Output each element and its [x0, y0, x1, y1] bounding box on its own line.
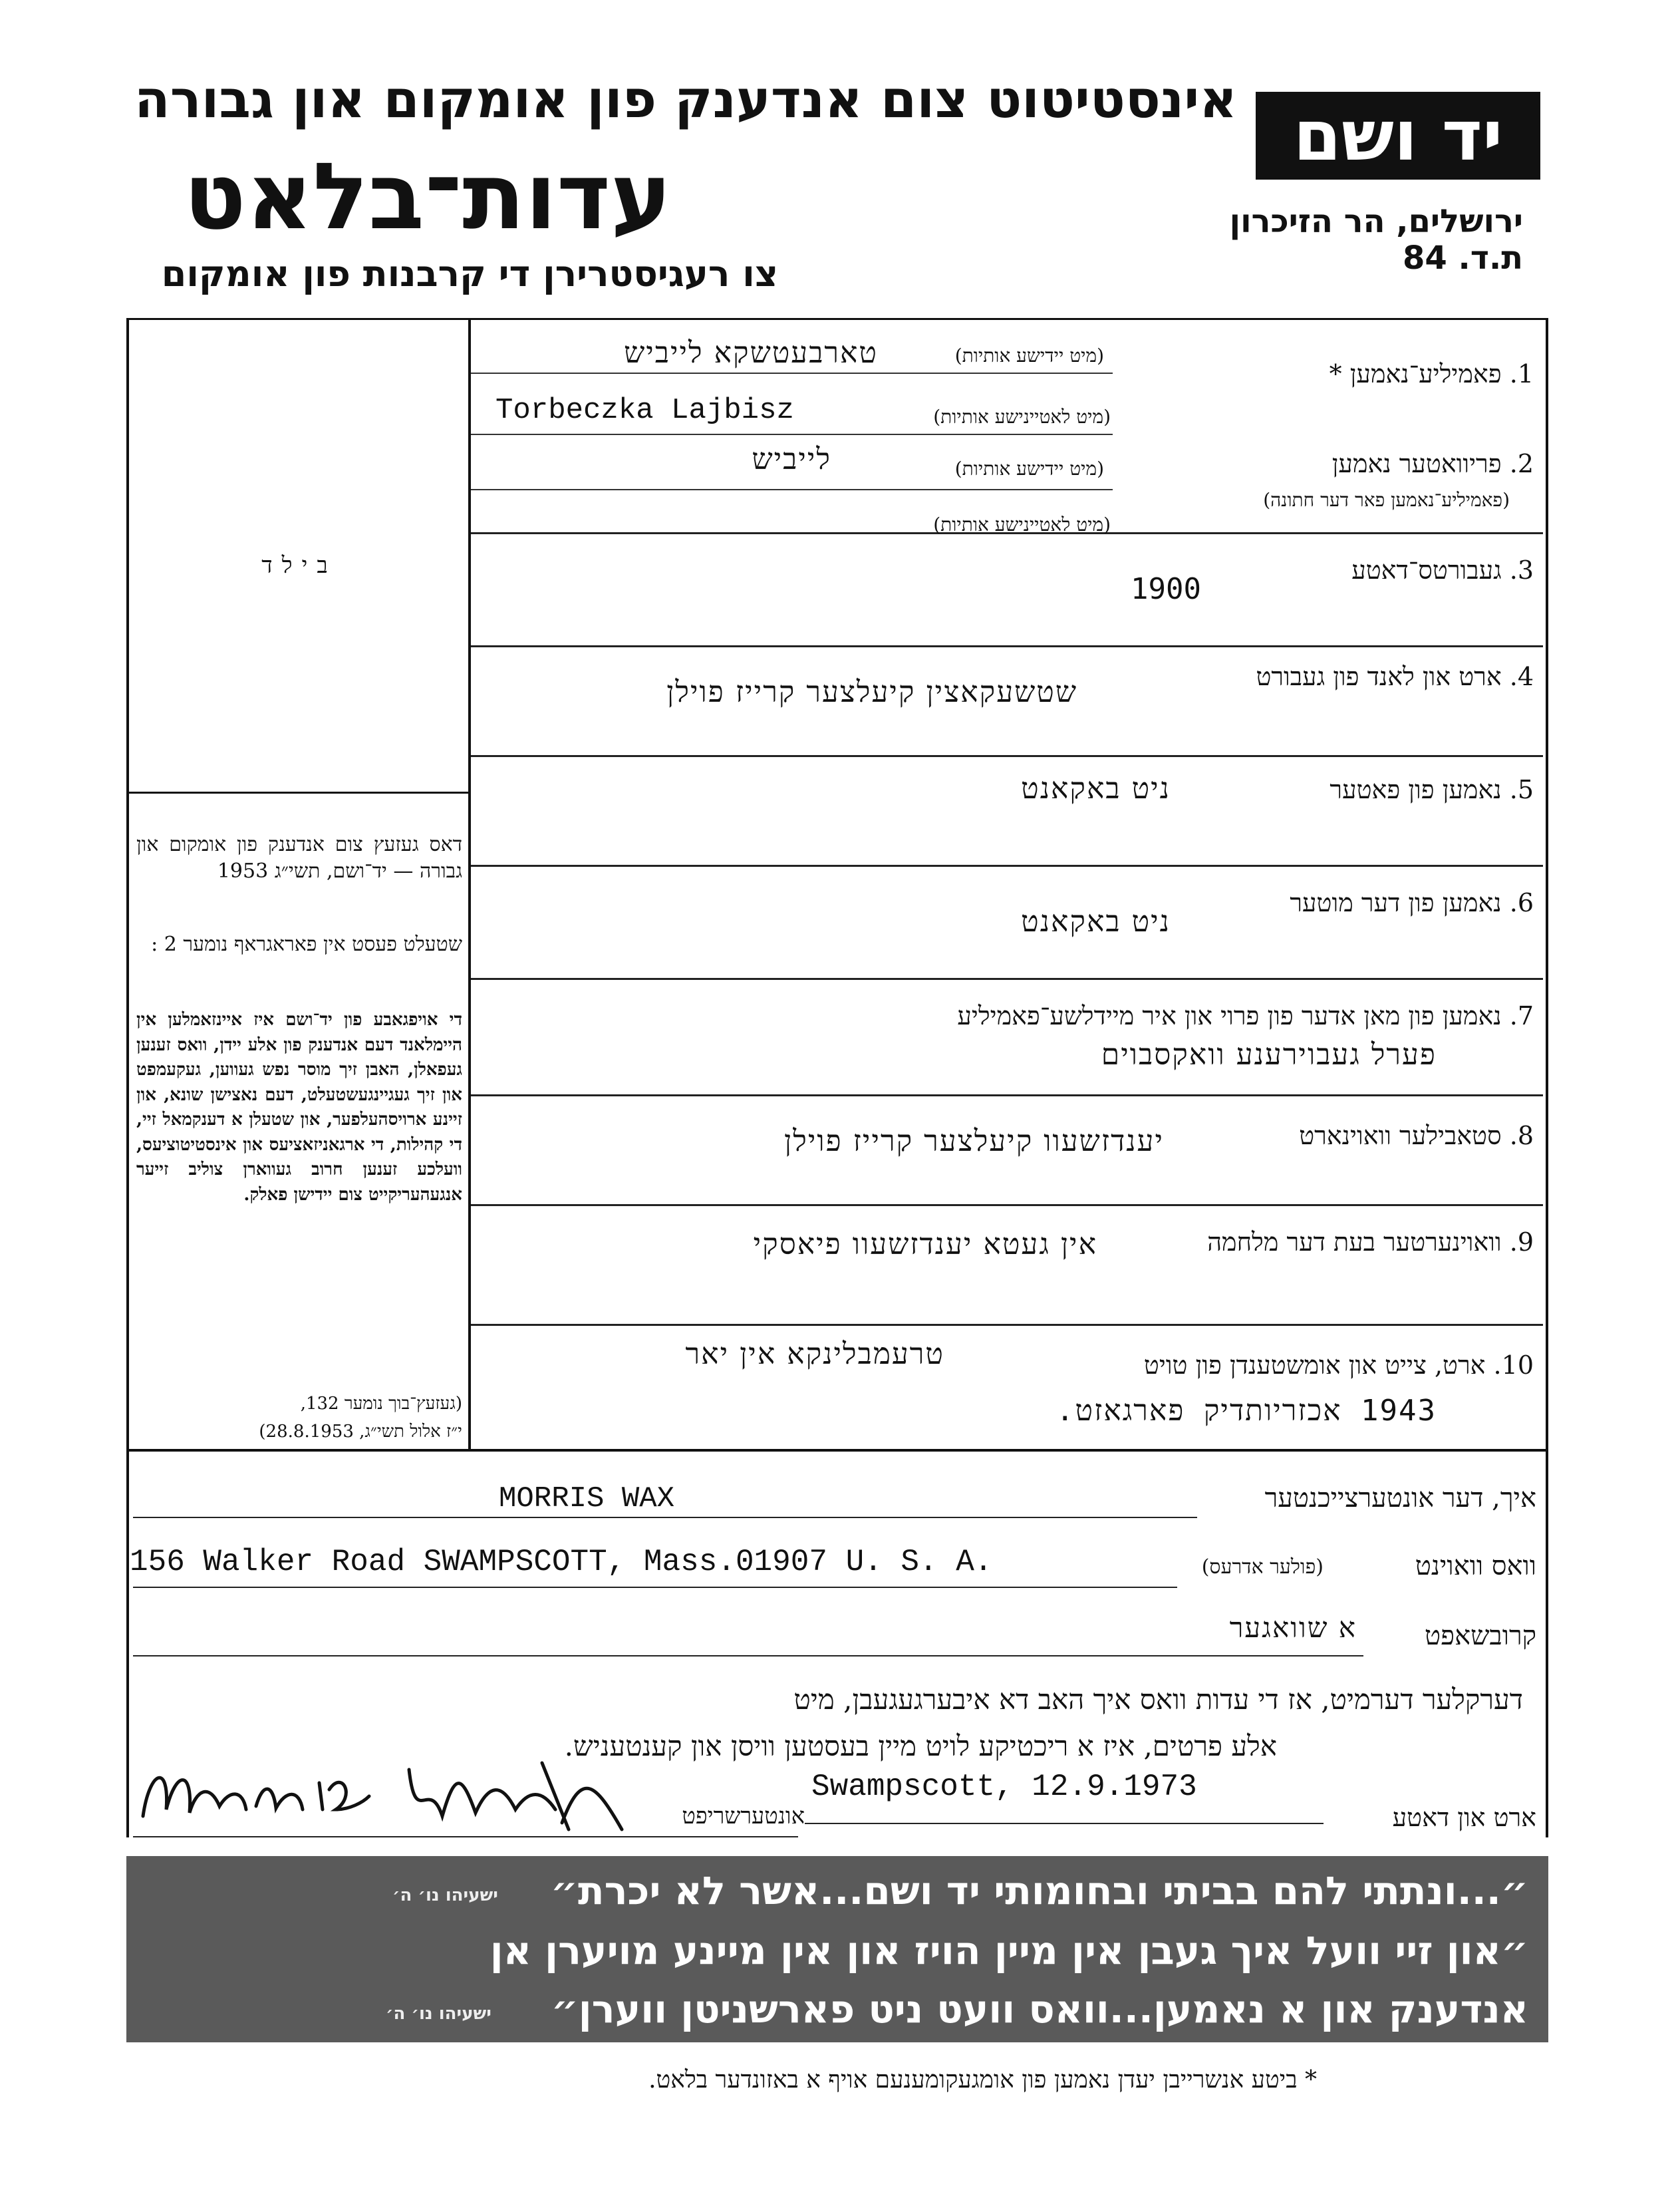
field-1-value-yiddish[interactable]: טארבעטשקא לייביש	[624, 336, 878, 370]
photo-divider	[129, 792, 468, 794]
relation-label: קרובשאפט	[1424, 1621, 1536, 1651]
law-paragraph-ref: שטעלט פעסט אין פאראגראף נומער 2 :	[151, 933, 462, 956]
row-divider	[471, 645, 1543, 647]
field-2-sublabel: (פאמיליע־נאמען פאר דער חתונה)	[1263, 489, 1510, 511]
field-1-hint-latin: (מיט לאטיינישע אותיות)	[933, 406, 1111, 428]
banner-ref-2: ישעיהו נו׳ ה׳	[386, 2004, 491, 2024]
law-text: די אויפגאבע פון יד־ושם איז איינזאמלען אין היימלאנד דעם אנדענק פון אלע יידן, וואס זענען געפאלן, האבן זיך מוסר נפש געווען, געקעמפט און זיך געגיינגעשטעלט, דעם נאצישן שונא, און זיינע ארויסהעלפער, און שטעלן א דענקמאל זיי, די קהילות, די ארגאניזאציעס און אינסטיטוציעס, וועלכע זענען חרוב געווארן צוליב זייער אנגעהעריקייט צום יידישן פאלק.	[136, 1010, 462, 1205]
page-subtitle: צו רעגיסטרירן די קרבנות פון אומקום	[161, 253, 778, 295]
field-5-value[interactable]: ניט באקאנט	[1021, 772, 1171, 806]
banner-quote-yiddish-2: אנדענק און א נאמען...וואס וועט ניט פארשניטן ווערן״	[551, 1986, 1528, 2032]
field-underline	[471, 434, 1113, 435]
field-4-label: 4. ארט און לאנד פון געבורט	[1256, 662, 1534, 691]
yad-vashem-logo: יד ושם	[1256, 92, 1540, 180]
field-3-label: 3. געבורטס־דאטע	[1351, 555, 1534, 585]
field-10-label: 10. ארט, צייט און אומשטענדן פון טויט	[1143, 1350, 1534, 1380]
field-10-value-line2[interactable]: 1943 אכזריותדיק פארגאזט.	[1056, 1394, 1437, 1428]
field-2-hint-yiddish: (מיט יידישע אותיות)	[954, 458, 1104, 480]
field-1-hint-yiddish: (מיט יידישע אותיות)	[954, 345, 1104, 367]
institute-title: אינסטיטוט צום אנדענק פון אומקום און גבורה	[134, 70, 1237, 130]
quote-banner	[126, 1856, 1548, 2042]
place-date-label: ארט און דאטע	[1392, 1803, 1536, 1832]
photo-placeholder-label: בילד	[261, 552, 337, 579]
field-6-label: 6. נאמען פון דער מוטער	[1290, 888, 1534, 917]
field-1-label: 1. פאמיליע־נאמען *	[1329, 359, 1534, 389]
field-7-value[interactable]: פערל געבוירענע וואקסבוים	[1101, 1038, 1437, 1072]
field-2-hint-latin: (מיט לאטיינישע אותיות)	[933, 514, 1111, 536]
field-7-label: 7. נאמען פון מאן אדער פון פרוי און איר מיידלשע־פאמיליע	[957, 1001, 1534, 1030]
declarant-address-value[interactable]: 156 Walker Road SWAMPSCOTT, Mass.01907 U. S. A.	[130, 1545, 993, 1579]
declarant-name-value[interactable]: MORRIS WAX	[499, 1482, 675, 1515]
field-1-value-latin[interactable]: Torbeczka Lajbisz	[495, 394, 794, 427]
field-9-value[interactable]: אין געטא יענדזשעוו פיאסקי	[753, 1227, 1097, 1261]
row-divider	[471, 865, 1543, 867]
field-5-label: 5. נאמען פון פאטער	[1330, 775, 1534, 804]
relation-value[interactable]: א שוואגער	[1229, 1611, 1357, 1644]
place-date-line	[805, 1823, 1324, 1824]
banner-quote-yiddish-1: ״און זיי וועל איך געבן אין מיין הויז און אין מיינע מויערן אן	[490, 1928, 1528, 1973]
row-divider	[471, 755, 1543, 757]
page-title: עדות־בלאט	[184, 143, 672, 250]
footnote: * ביטע אנשרייבן יעדן נאמען פון אומגעקומענעם אויף א באזונדער בלאט.	[648, 2066, 1317, 2094]
field-2-value-yiddish[interactable]: לייביש	[752, 442, 831, 476]
place-date-value[interactable]: Swampscott, 12.9.1973	[811, 1770, 1197, 1804]
law-reference-2: י״ז אלול תשי״ג, 28.8.1953)	[259, 1422, 462, 1442]
field-8-value[interactable]: יענדזשעוו קיעלצער קרייז פוילן	[784, 1124, 1164, 1158]
row-divider	[471, 978, 1543, 980]
declarant-address-hint: (פולער אדרעס)	[1201, 1555, 1324, 1579]
field-6-value[interactable]: ניט באקאנט	[1021, 905, 1171, 939]
field-10-value[interactable]: טרעמבלינקא אין יאר	[685, 1337, 944, 1371]
signature-line	[133, 1836, 798, 1837]
field-underline	[471, 489, 1113, 490]
signature-label: אונטערשריפט	[682, 1803, 805, 1829]
banner-quote-hebrew: ״...ונתתי להם בביתי ובחומותי יד ושם...אשר לא יכרת״	[550, 1868, 1528, 1913]
declarant-address-label: וואס וואוינט	[1415, 1551, 1536, 1581]
declarant-address-line	[133, 1587, 1177, 1588]
law-intro: דאס געזעץ צום אנדענק פון אומקום און גבורה — יד־ושם, תשי״ג 1953	[136, 833, 462, 883]
field-8-label: 8. סטאבילער וואוינארט	[1299, 1121, 1534, 1150]
row-divider	[471, 1094, 1543, 1096]
declaration-line-2: אלע פרטים, איז א ריכטיקע לויט מיין בעסטען וויסן און קענטעניש.	[564, 1730, 1277, 1762]
row-divider	[471, 1324, 1543, 1326]
signature-drawing	[130, 1743, 635, 1836]
institute-po-box: ת.ד. 84	[1403, 239, 1523, 277]
field-3-value[interactable]: 1900	[1131, 572, 1201, 606]
declarant-name-line	[133, 1517, 1197, 1518]
law-reference-1: (געזעץ־בוך נומער 132,	[300, 1394, 462, 1414]
banner-ref-1: ישעיהו נו׳ ה׳	[392, 1885, 498, 1905]
field-underline	[471, 373, 1113, 374]
institute-address: ירושלים, הר הזיכרון	[1229, 203, 1523, 240]
field-2-label: 2. פריוואטער נאמען	[1331, 449, 1534, 478]
declaration-line-1: דערקלער דערמיט, אז די עדות וואס איך האב דא איבערגעגעבן, מיט	[793, 1683, 1523, 1716]
row-divider	[471, 1204, 1543, 1206]
field-4-value[interactable]: שטשעקאצין קיעלצער קרייז פוילן	[666, 675, 1077, 709]
relation-line	[133, 1655, 1363, 1656]
field-9-label: 9. וואוינערטער בעת דער מלחמה	[1207, 1227, 1534, 1257]
signature	[130, 1743, 635, 1836]
declarant-name-label: איך, דער אונטערצייכנטער	[1264, 1483, 1536, 1513]
